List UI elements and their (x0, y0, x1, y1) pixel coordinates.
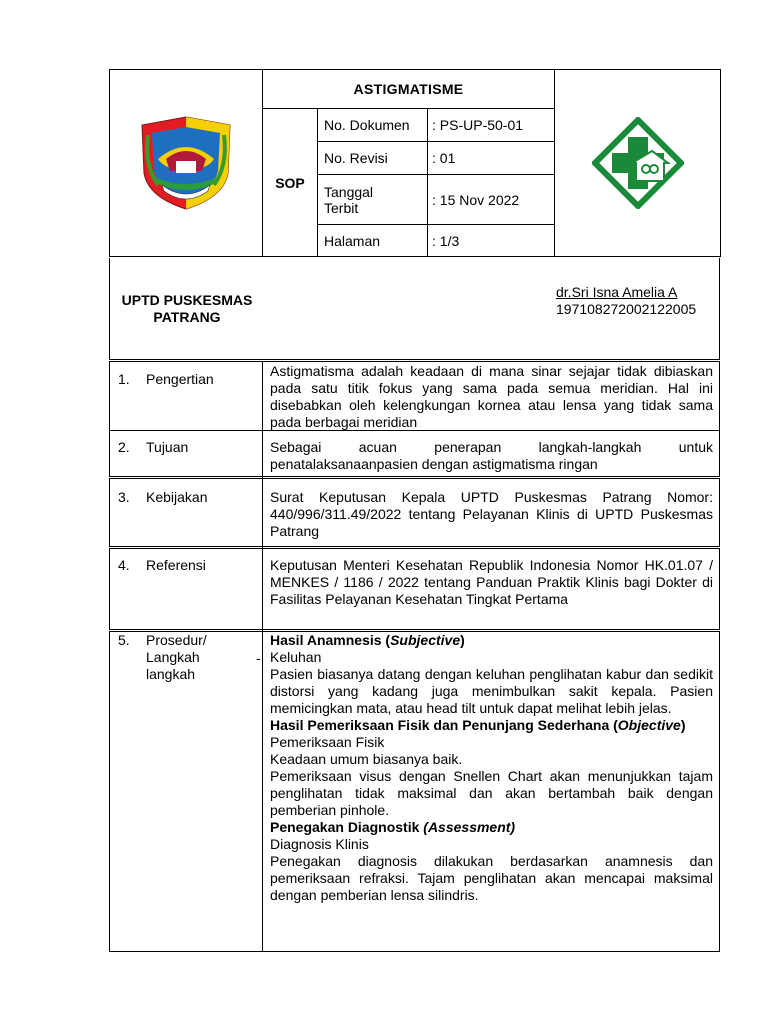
subheading-diagnosis-klinis: Diagnosis Klinis (270, 836, 369, 852)
section-kebijakan (109, 479, 720, 546)
divider (109, 629, 720, 630)
section-label: Pengertian (146, 371, 214, 387)
jember-regency-seal-icon (136, 115, 236, 211)
procedure-label-line2: Langkah (146, 649, 200, 665)
meta-label-halaman: Halaman (318, 225, 428, 257)
section-number: 2. (118, 439, 130, 455)
section-number: 4. (118, 557, 130, 573)
section-text: Keputusan Menteri Kesehatan Republik Indonesia Nomor HK.01.07 / MENKES / 1186 / 2022 tentang Panduan Praktik Klinis bagi Dokter di Fasilitas Pelayanan Kesehatan Tingkat Pertama (270, 557, 713, 607)
section-number: 1. (118, 371, 130, 387)
section-number: 5. (118, 632, 130, 648)
meta-label-tanggal: Tanggal Terbit (318, 175, 428, 225)
meta-value-dokumen: : PS-UP-50-01 (428, 109, 555, 142)
puskesmas-cross-icon (592, 117, 684, 209)
signatory (556, 284, 696, 318)
left-logo-cell (110, 70, 263, 257)
document-title: ASTIGMATISME (263, 70, 555, 109)
section-text: Astigmatisma adalah keadaan di mana sinar sejajar tidak dibiaskan pada satu titik fokus yang sama pada semua meridian. Hal ini disebabkan oleh kelengkungan kornea atau lensa yang tidak sama pada berbagai meridian (270, 363, 713, 430)
meta-value-tanggal: : 15 Nov 2022 (428, 175, 555, 225)
meta-value-revisi: : 01 (428, 142, 555, 175)
paragraph-keluhan: Pasien biasanya datang dengan keluhan penglihatan kabur dan sedikit distorsi yang kadang juga menimbulkan sakit kepala. Pasien memicingkan mata, atau head tilt untuk dapat melihat lebih jelas. (270, 666, 713, 716)
meta-label-dokumen: No. Dokumen (318, 109, 428, 142)
procedure-label-dash: - (256, 650, 261, 666)
paragraph-diagnosis: Penegakan diagnosis dilakukan berdasarkan anamnesis dan pemeriksaan refraksi. Tajam penglihatan akan mencapai maksimal dengan pemberian lensa silindris. (270, 853, 713, 903)
header-table (109, 69, 721, 257)
divider (109, 476, 720, 477)
right-logo-cell (555, 70, 721, 257)
procedure-label-line1: Prosedur/ (146, 632, 207, 648)
meta-value-halaman: : 1/3 (428, 225, 555, 257)
section-referensi (109, 549, 720, 629)
heading-subjective: Hasil Anamnesis (Subjective) (270, 632, 465, 648)
section-text: Surat Keputusan Kepala UPTD Puskesmas Patrang Nomor: 440/996/311.49/2022 tentang Pelayanan Klinis di UPTD Puskesmas Patrang (270, 489, 713, 539)
institution-name-line1: UPTD PUSKESMAS (121, 292, 253, 308)
procedure-label-line3: langkah (146, 666, 196, 682)
procedure-text (270, 632, 713, 904)
sop-label: SOP (263, 109, 318, 257)
paragraph-keadaan-umum: Keadaan umum biasanya baik. (270, 751, 463, 767)
institution-block (109, 258, 720, 360)
heading-objective: Hasil Pemeriksaan Fisik dan Penunjang Sederhana (Objective) (270, 717, 686, 733)
signatory-nip: 197108272002122005 (556, 301, 697, 317)
section-label: Referensi (146, 557, 206, 573)
meta-label-revisi: No. Revisi (318, 142, 428, 175)
section-pengertian (109, 361, 720, 430)
section-prosedur (109, 632, 720, 952)
divider (109, 546, 720, 547)
subheading-pemeriksaan-fisik: Pemeriksaan Fisik (270, 734, 385, 750)
divider (109, 951, 720, 952)
institution-name-line2: PATRANG (153, 309, 221, 325)
signatory-name: dr.Sri Isna Amelia A (556, 284, 678, 300)
section-label (146, 632, 261, 683)
subheading-keluhan: Keluhan (270, 649, 322, 665)
section-tujuan (109, 431, 720, 476)
column-divider (262, 361, 263, 951)
heading-assessment: Penegakan Diagnostik (Assessment) (270, 819, 516, 835)
divider (109, 359, 720, 360)
section-label: Tujuan (146, 439, 189, 455)
institution-name (110, 292, 264, 326)
paragraph-visus: Pemeriksaan visus dengan Snellen Chart akan menunjukkan tajam penglihatan tidak maksimal dan akan bertambah baik dengan pemberian pinhole. (270, 768, 713, 818)
section-text: Sebagai acuan penerapan langkah-langkah untuk penatalaksanaanpasien dengan astigmatisma ringan (270, 439, 713, 472)
section-label: Kebijakan (146, 489, 208, 505)
section-number: 3. (118, 489, 130, 505)
